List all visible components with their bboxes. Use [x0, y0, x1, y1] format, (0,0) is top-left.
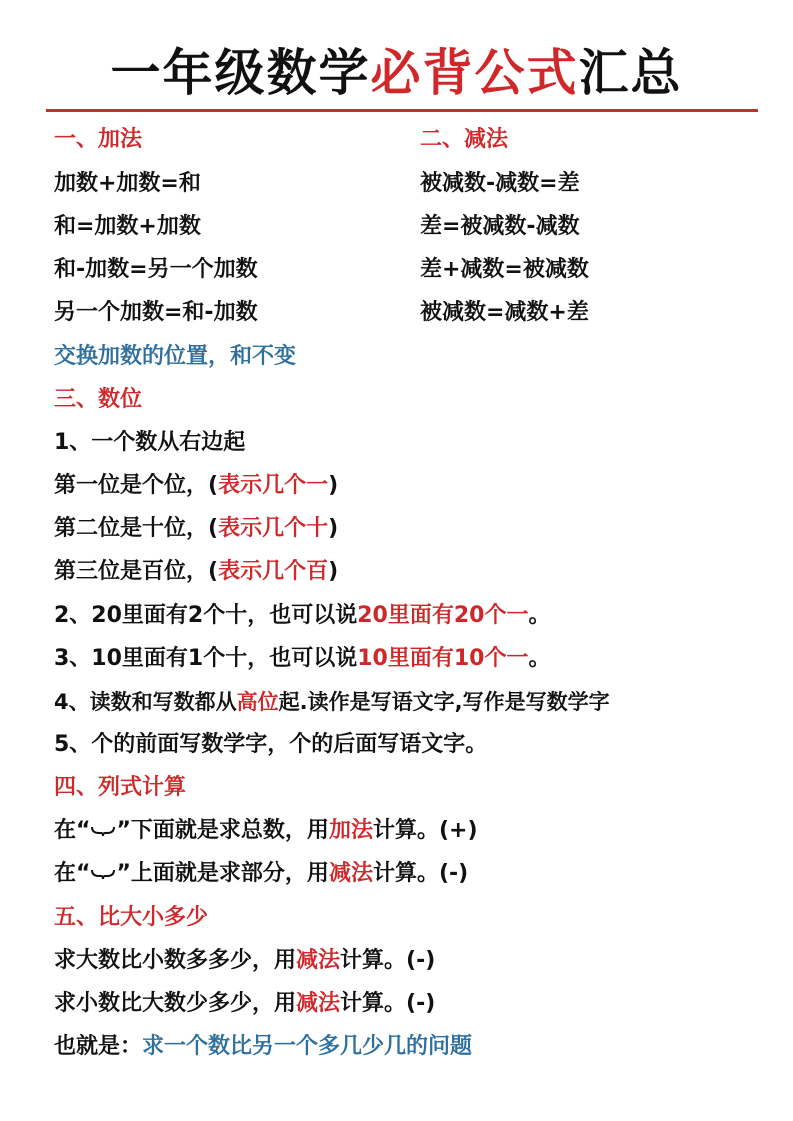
subtraction-line-2: 差=被减数-减数: [420, 214, 580, 239]
addition-line-4: 另一个加数=和-加数: [54, 300, 258, 325]
row2-end: 计算。(-): [372, 861, 469, 886]
row2-text: ”上面就是求部分，用: [116, 861, 329, 886]
line3-highlight: 10里面有10个一: [357, 646, 529, 671]
page-title: [0, 40, 793, 106]
compare2-method: 减法: [296, 991, 341, 1016]
addition-heading: 一、加法: [54, 127, 143, 152]
compare1-method: 减法: [296, 948, 341, 973]
tens-text: 第二位是十位，(: [54, 516, 219, 541]
addition-line-1: 加数+加数=和: [54, 171, 201, 196]
line2-end: 。: [528, 603, 551, 628]
column-row-2: [54, 858, 468, 890]
compare1-end: 计算。(-): [340, 948, 436, 973]
place-value-tens: [54, 513, 338, 545]
brace-under-icon: [90, 825, 116, 837]
ones-hint: 表示几个一: [218, 473, 329, 498]
addition-note: 交换加数的位置，和不变: [54, 344, 297, 369]
place-value-line-4: [54, 686, 610, 718]
line4-end: 起.读作是写语文字,写作是写数学字: [278, 690, 610, 714]
line2-highlight: 20里面有20个一: [357, 603, 529, 628]
compare2-text: 求小数比大数少多少，用: [54, 991, 297, 1016]
hundreds-hint: 表示几个百: [218, 559, 329, 584]
compare2-end: 计算。(-): [340, 991, 436, 1016]
ones-text: 第一位是个位，(: [54, 473, 219, 498]
line3-end: 。: [528, 646, 551, 671]
title-part3: 汇总: [578, 44, 683, 102]
place-value-heading: 三、数位: [54, 387, 143, 412]
subtraction-line-1: 被减数-减数=差: [420, 171, 580, 196]
addition-line-2: 和=加数+加数: [54, 214, 201, 239]
line2-text: 2、20里面有2个十，也可以说: [54, 603, 358, 628]
row1-method: 加法: [328, 818, 373, 843]
column-row-1: [54, 815, 478, 847]
row1-prefix: 在“: [54, 818, 91, 843]
row2-prefix: 在“: [54, 861, 91, 886]
place-value-hundreds: [54, 556, 338, 588]
place-value-line-2: [54, 600, 550, 632]
addition-line-3: 和-加数=另一个加数: [54, 257, 258, 282]
subtraction-line-3: 差+减数=被减数: [420, 257, 589, 282]
compare1-text: 求大数比小数多多少，用: [54, 948, 297, 973]
subtraction-line-4: 被减数=减数+差: [420, 300, 589, 325]
compare3-summary: 求一个数比另一个多几少几的问题: [142, 1034, 473, 1059]
title-divider: [46, 109, 758, 112]
place-value-line-1: 1、一个数从右边起: [54, 430, 246, 455]
place-value-line-3: [54, 643, 550, 675]
tens-close: ): [328, 516, 339, 541]
compare-line-1: [54, 945, 435, 977]
hundreds-text: 第三位是百位，(: [54, 559, 219, 584]
ones-close: ): [328, 473, 339, 498]
compare-line-3: [54, 1031, 472, 1063]
title-part2: 必背公式: [370, 44, 579, 102]
row2-method: 减法: [328, 861, 373, 886]
compare-line-2: [54, 988, 435, 1020]
brace-over-icon: [90, 868, 116, 880]
column-heading: 四、列式计算: [54, 775, 187, 800]
line4-text: 4、读数和写数都从: [54, 690, 237, 714]
line4-highlight: 高位: [236, 690, 279, 714]
place-value-ones: [54, 470, 338, 502]
title-part1: 一年级数学: [110, 44, 371, 102]
hundreds-close: ): [328, 559, 339, 584]
compare3-prefix: 也就是：: [54, 1034, 143, 1059]
compare-heading: 五、比大小多少: [54, 905, 209, 930]
subtraction-heading: 二、减法: [420, 127, 509, 152]
row1-end: 计算。(+): [372, 818, 478, 843]
place-value-line-5: 5、个的前面写数学字，个的后面写语文字。: [54, 732, 488, 757]
line3-text: 3、10里面有1个十，也可以说: [54, 646, 358, 671]
tens-hint: 表示几个十: [218, 516, 329, 541]
row1-text: ”下面就是求总数，用: [116, 818, 329, 843]
